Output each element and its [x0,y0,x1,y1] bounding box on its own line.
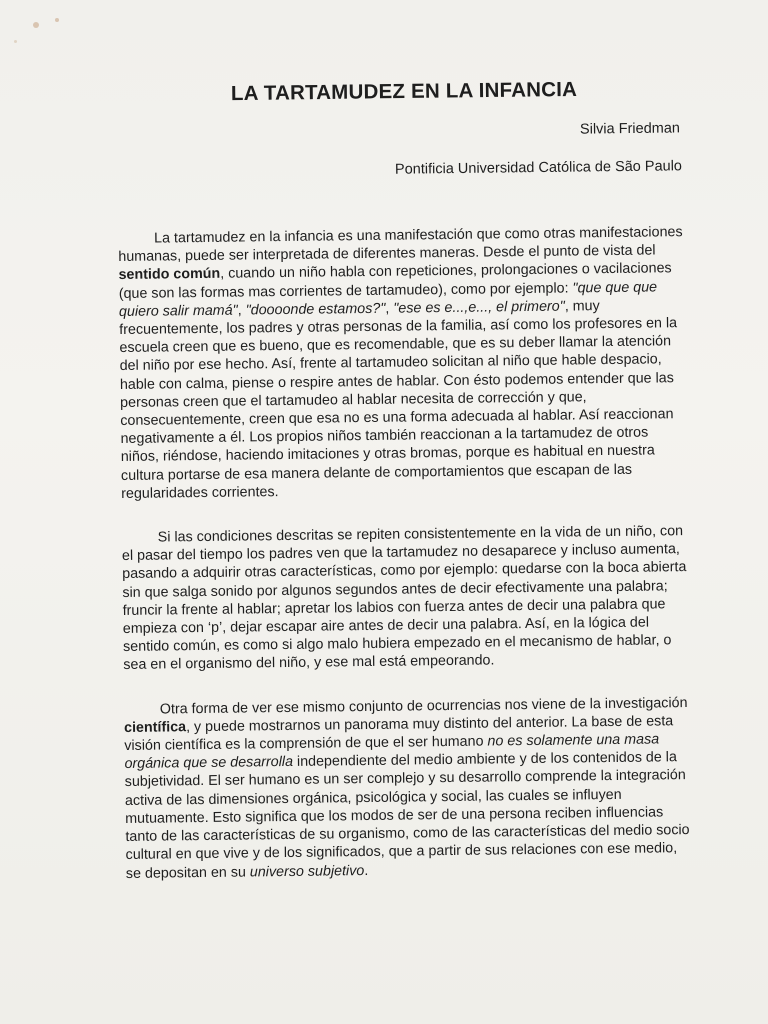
paragraph-1: La tartamudez en la infancia es una manifestación que como otras manifestaciones humanas, puede ser interpretada de diferentes maneras. Desde el punto de vista del sentido común, cuando un niño habla con repeticiones, prolongaciones o vacilaciones (que son las formas mas corrientes de tartamudeo), como por ejemplo: "que que que quiero salir mamá", "doooonde estamos?", "ese es e...,e..., el primero", muy frecuentemente, los padres y otras personas de la familia, así como los profesores en la escuela creen que es bueno, que es recomendable, que es su deber llamar la atención del niño por ese hecho. Así, frente al tartamudeo solicitan al niño que hable despacio, hable con calma, piense o respire antes de hablar. Con ésto podemos entender que las personas creen que el tartamudeo al hablar necesita de corrección y que, consecuentemente, creen que esa no es una forma adecuada al hablar. Así reaccionan negativamente a él. Los propios niños también reaccionan a la tartamudez de otros niños, riéndose, haciendo imitaciones y otras bromas, porque es habitual en nuestra cultura portarse de esa manera delante de comportamientos que escapan de las regularidades corrientes. [118,224,683,502]
scan-speck [14,40,17,43]
scan-speck [55,18,59,22]
author-name: Silvia Friedman [579,120,681,138]
scan-speck [33,22,39,28]
paragraph-3: Otra forma de ver ese mismo conjunto de ocurrencias nos viene de la investigación científica, y puede mostrarnos un panorama muy distinto del anterior. La base de esta visión científica es la comprensión de que el ser humano no es solamente una masa orgánica que se desarrolla independiente del medio ambiente y de los contenidos de la subjetividad. El ser humano es un ser complejo y su desarrollo comprende la integración activa de las dimensiones orgánica, psicológica y social, las cuales se influyen mutuamente. Esto significa que los modos de ser de una persona reciben influencias tanto de las características de su organismo, como de las características del medio socio cultural en que vive y de los significados, que a partir de sus relaciones con ese medio, se depositan en su universo subjetivo. [123,694,690,882]
document-title: LA TARTAMUDEZ EN LA INFANCIA [230,77,578,106]
author-affiliation: Pontificia Universidad Católica de São Paulo [394,158,683,178]
paragraph-2: Si las condiciones descritas se repiten consistentemente en la vida de un niño, con el pasar del tiempo los padres ven que la tartamudez no desaparece y incluso aumenta, pasando a adquirir otras características, como por ejemplo: quedarse con la boca abierta sin que salga sonido por algunos segundos antes de decir efectivamente una palabra; fruncir la frente al hablar; apretar los labios con fuerza antes de decir una palabra que empieza con ‘p’, dejar escapar aire antes de decir una palabra. Así, en la lógica del sentido común, es como si algo malo hubiera empezado en el mecanismo de hablar, o sea en el organismo del niño, y ese mal está empeorando. [121,523,687,674]
article-body [118,223,692,909]
